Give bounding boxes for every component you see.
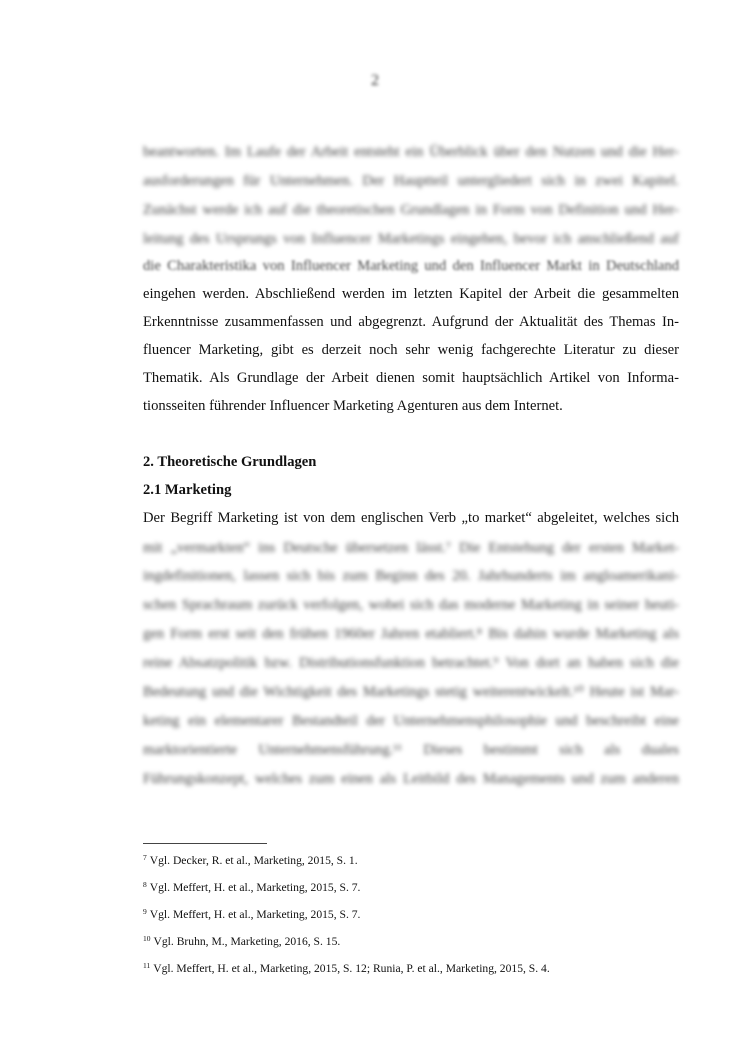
paragraph-line: keting ein elementarer Bestandteil der Unternehmensphilosophie und beschreibt eine [143, 713, 679, 729]
footnote-text: Vgl. Bruhn, M., Marketing, 2016, S. 15. [153, 935, 341, 948]
paragraph-line: fluencer Marketing, gibt es derzeit noch sehr wenig fachgerechte Literatur zu dieser [143, 342, 679, 358]
paragraph-line: Bedeutung und die Wichtigkeit des Marketings stetig weiterentwickelt.¹⁰ Heute ist Mar- [143, 684, 679, 700]
footnote [143, 877, 360, 896]
paragraph-line: mit „vermarkten“ ins Deutsche übersetzen lässt.⁷ Die Entstehung der ersten Market- [143, 540, 679, 556]
paragraph-line: gen Form erst seit den frühen 1960er Jahren etabliert.⁸ Bis dahin wurde Marketing als [143, 626, 679, 642]
footnote-number: 7 [143, 853, 147, 862]
paragraph-line: tionsseiten führender Influencer Marketing Agenturen aus dem Internet. [143, 398, 563, 414]
footnote-text: Vgl. Decker, R. et al., Marketing, 2015, S. 1. [149, 854, 358, 867]
section-heading: 2. Theoretische Grundlagen [143, 454, 317, 470]
paragraph-line: die Charakteristika von Influencer Marketing und den Influencer Markt in Deutschland [143, 258, 679, 274]
footnote [143, 850, 358, 869]
paragraph-line: Führungskonzept, welches zum einen als Leitbild des Managements und zum anderen [143, 771, 679, 787]
paragraph-line: beantworten. Im Laufe der Arbeit entsteht ein Überblick über den Nutzen und die Her- [143, 144, 679, 160]
subsection-heading: 2.1 Marketing [143, 482, 232, 498]
footnote-separator [143, 843, 267, 844]
paragraph-line: Erkenntnisse zusammenfassen und abgegrenzt. Aufgrund der Aktualität des Themas In- [143, 314, 679, 330]
footnote-number: 10 [143, 934, 151, 943]
paragraph-line: Zunächst werde ich auf die theoretischen Grundlagen in Form von Definition und Her- [143, 202, 679, 218]
footnote-text: Vgl. Meffert, H. et al., Marketing, 2015, S. 7. [149, 908, 361, 921]
footnote-number: 11 [143, 961, 151, 970]
footnote-text: Vgl. Meffert, H. et al., Marketing, 2015, S. 12; Runia, P. et al., Marketing, 2015, S. 4. [153, 962, 550, 975]
paragraph-line: reine Absatzpolitik bzw. Distributionsfunktion betrachtet.⁹ Von dort an haben sich die [143, 655, 679, 671]
footnote-number: 8 [143, 880, 147, 889]
page-number: 2 [371, 72, 379, 89]
paragraph-line: ausforderungen für Unternehmen. Der Hauptteil untergliedert sich in zwei Kapitel. [143, 173, 679, 189]
paragraph-line: schen Sprachraum zurück verfolgen, wobei sich das moderne Marketing in seiner heuti- [143, 597, 679, 613]
paragraph-line: Thematik. Als Grundlage der Arbeit dienen somit hauptsächlich Artikel von Informa- [143, 370, 679, 386]
paragraph-line: marktorientierte Unternehmensführung.¹¹ Dieses bestimmt sich als duales [143, 742, 679, 758]
footnote-number: 9 [143, 907, 147, 916]
paragraph-line: ingdefinitionen, lassen sich bis zum Beginn des 20. Jahrhunderts im angloamerikani- [143, 568, 679, 584]
paragraph-line: eingehen werden. Abschließend werden im letzten Kapitel der Arbeit die gesammelten [143, 286, 679, 302]
paragraph-line: Der Begriff Marketing ist von dem englischen Verb „to market“ abgeleitet, welches sich [143, 510, 679, 526]
footnote [143, 931, 340, 950]
footnote [143, 904, 360, 923]
footnote-text: Vgl. Meffert, H. et al., Marketing, 2015, S. 7. [149, 881, 361, 894]
paragraph-line: leitung des Ursprungs von Influencer Marketings eingehen, bevor ich anschließend auf [143, 231, 679, 247]
footnote [143, 958, 550, 977]
